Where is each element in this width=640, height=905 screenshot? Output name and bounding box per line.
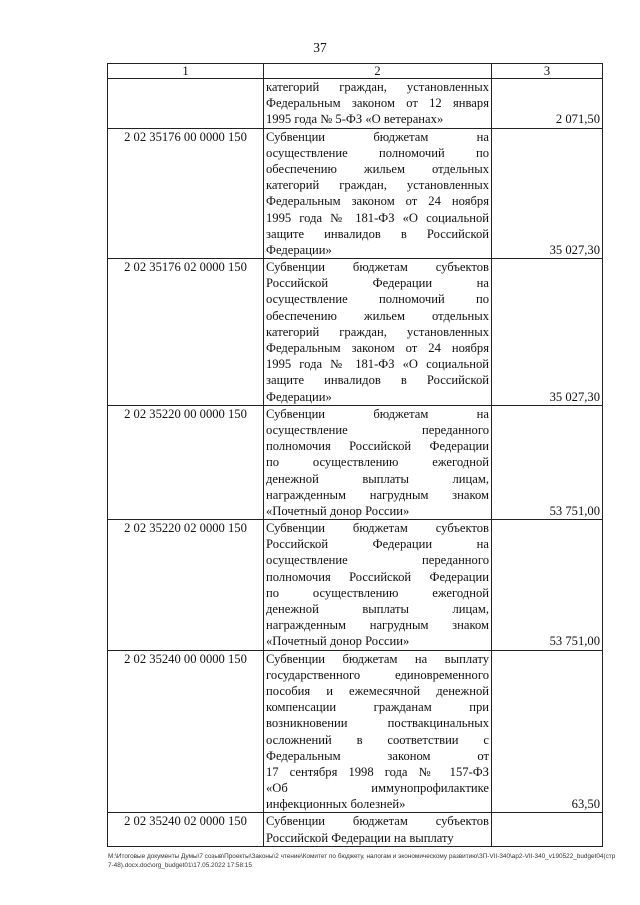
description-line: денежной выплаты лицам,: [266, 602, 489, 616]
description-cell: [264, 128, 492, 259]
description-line: денежной выплаты лицам,: [266, 471, 489, 486]
budget-code-cell: 2 02 35176 02 0000 150: [108, 259, 264, 406]
description-line: обеспечению жильем отдельных: [266, 308, 489, 323]
description-line: осуществление переданного: [266, 422, 489, 437]
budget-code-cell: 2 02 35240 02 0000 150: [108, 813, 264, 846]
amount-cell: 53 751,00: [492, 405, 603, 519]
table-row: [108, 520, 603, 651]
amount-cell: 35 027,30: [492, 259, 603, 406]
description-cell: [264, 813, 492, 846]
amount-cell: 35 027,30: [492, 128, 603, 259]
description-cell: [264, 520, 492, 651]
budget-table: [107, 63, 603, 847]
budget-code-cell: 2 02 35220 02 0000 150: [108, 520, 264, 651]
description-line: осуществление полномочий по: [266, 145, 489, 160]
description-line: Федеральным законом от 24 ноября: [266, 341, 489, 355]
description-line: обеспечению жильем отдельных: [266, 161, 489, 176]
description-line: Субвенции бюджетам субъектов: [266, 521, 489, 536]
amount-cell: 53 751,00: [492, 520, 603, 651]
column-header: 1: [108, 64, 264, 79]
description-line: Российской Федерации на выплату: [266, 830, 454, 845]
description-line: инфекционных болезней»: [266, 797, 406, 812]
table-row: [108, 650, 603, 813]
description-line: категорий граждан, установленных: [266, 178, 489, 193]
description-line: полномочия Российской Федерации: [266, 569, 489, 584]
description-line: осуществление полномочий по: [266, 292, 489, 307]
description-line: Федеральным законом от 12 января: [266, 96, 489, 111]
table-row: [108, 79, 603, 129]
document-file-path: М:\Итоговые документы Думы\7 созыв\Проекты\Законы\2 чтение\Комитет по бюджету, налогам и экономическому развитию\ЗП-VII-340\ap2-VII-340_v190522_budget04(стр7-48).docx.doc\org_budget01\17.05.2022 17:58:15: [108, 853, 616, 869]
description-line: компенсации гражданам при: [266, 700, 489, 715]
description-line: категорий граждан, установленных: [266, 324, 489, 339]
description-line: полномочия Российской Федерации: [266, 439, 489, 454]
description-line: награжденным нагрудным знаком: [266, 618, 489, 633]
column-header: 3: [492, 64, 603, 79]
description-line: Российской Федерации на: [266, 276, 489, 291]
description-line: осуществление переданного: [266, 553, 489, 568]
amount-cell: [492, 813, 603, 846]
budget-code-cell: 2 02 35176 00 0000 150: [108, 128, 264, 259]
description-line: Федеральным законом от 24 ноября: [266, 194, 489, 209]
description-line: возникновении поствакцинальных: [266, 716, 489, 731]
table-row: [108, 405, 603, 519]
description-line: «Почетный донор России»: [266, 634, 410, 649]
column-header: 2: [264, 64, 492, 79]
description-line: категорий граждан, установленных: [266, 80, 489, 94]
description-line: Российской Федерации на: [266, 537, 489, 552]
budget-code-cell: 2 02 35240 00 0000 150: [108, 650, 264, 813]
description-cell: [264, 259, 492, 406]
description-line: Субвенции бюджетам на: [266, 129, 489, 144]
description-cell: [264, 650, 492, 813]
budget-code-cell: [108, 79, 264, 129]
description-line: защите инвалидов в Российской: [266, 373, 489, 388]
table-header-row: [108, 64, 603, 79]
amount-cell: 63,50: [492, 650, 603, 813]
description-line: государственного единовременного: [266, 667, 489, 682]
description-line: Субвенции бюджетам субъектов: [266, 260, 489, 275]
description-line: защите инвалидов в Российской: [266, 226, 489, 241]
description-line: пособия и ежемесячной денежной: [266, 683, 489, 698]
description-line: 1995 года № 181-ФЗ «О социальной: [266, 357, 489, 372]
page-number: 37: [313, 40, 327, 55]
amount-cell: 2 071,50: [492, 79, 603, 129]
table-row: [108, 259, 603, 406]
description-line: 17 сентября 1998 года № 157-ФЗ: [266, 764, 489, 779]
description-cell: [264, 79, 492, 129]
table-row: [108, 813, 603, 846]
description-cell: [264, 405, 492, 519]
description-line: по осуществлению ежегодной: [266, 455, 489, 470]
description-line: Субвенции бюджетам на выплату: [266, 651, 489, 666]
description-line: «Почетный донор России»: [266, 503, 410, 518]
description-line: Субвенции бюджетам субъектов: [266, 814, 489, 829]
description-line: Субвенции бюджетам на: [266, 406, 489, 421]
table-row: [108, 128, 603, 259]
description-line: «Об иммунопрофилактике: [266, 781, 489, 796]
description-line: осложнений в соответствии с: [266, 732, 489, 747]
description-line: Федерации»: [266, 242, 332, 257]
description-line: 1995 года № 181-ФЗ «О социальной: [266, 210, 489, 225]
budget-code-cell: 2 02 35220 00 0000 150: [108, 405, 264, 519]
description-line: Федеральным законом от: [266, 748, 489, 763]
description-line: Федерации»: [266, 389, 332, 404]
description-line: по осуществлению ежегодной: [266, 585, 489, 600]
description-line: 1995 года № 5-ФЗ «О ветеранах»: [266, 112, 444, 127]
description-line: награжденным нагрудным знаком: [266, 487, 489, 502]
